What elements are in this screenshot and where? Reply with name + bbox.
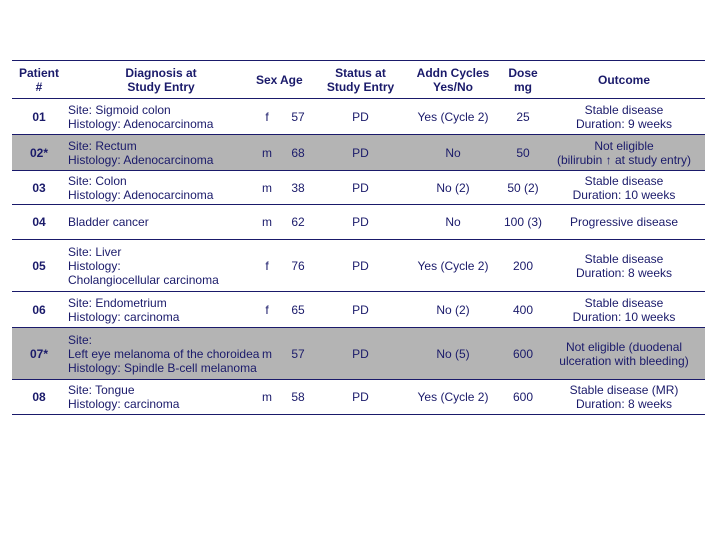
cell-addn-cycles: No (5)	[436, 346, 470, 361]
header-outcome: Outcome	[543, 61, 705, 99]
table-header-row	[12, 61, 705, 99]
cell-patient: 07*	[29, 346, 49, 361]
table-row	[12, 380, 705, 415]
cell-patient: 06	[32, 302, 46, 317]
cell-diagnosis: Site: Left eye melanoma of the choroidea Histology: Spindle B-cell melanoma	[68, 332, 260, 375]
cell-addn-cycles: No (2)	[436, 302, 470, 317]
cell-outcome: Stable disease Duration: 10 weeks	[572, 173, 676, 202]
cell-patient: 05	[32, 258, 46, 273]
cell-sex: f	[265, 109, 269, 124]
table-row	[12, 99, 705, 135]
cell-status: PD	[352, 145, 369, 160]
cell-outcome: Not eligible (bilirubin ↑ at study entry)	[556, 138, 692, 167]
cell-diagnosis: Site: Liver Histology: Cholangiocellular carcinoma	[68, 244, 219, 287]
cell-sex: m	[262, 346, 272, 361]
cell-diagnosis: Site: Colon Histology: Adenocarcinoma	[68, 173, 214, 202]
cell-dose: 400	[512, 302, 534, 317]
header-age: Age	[278, 61, 318, 99]
cell-age: 57	[291, 109, 305, 124]
study-table-container	[12, 60, 705, 415]
cell-sex: f	[265, 302, 269, 317]
header-addn-cycles: Addn Cycles Yes/No	[403, 61, 503, 99]
cell-dose: 600	[512, 346, 534, 361]
cell-outcome: Stable disease Duration: 9 weeks	[575, 102, 673, 131]
cell-outcome: Progressive disease	[569, 215, 679, 229]
cell-age: 38	[291, 180, 305, 195]
cell-status: PD	[352, 346, 369, 361]
cell-dose: 600	[512, 390, 534, 404]
cell-status: PD	[352, 390, 369, 404]
header-diagnosis: Diagnosis at Study Entry	[66, 61, 256, 99]
cell-diagnosis: Site: Rectum Histology: Adenocarcinoma	[68, 138, 214, 167]
cell-status: PD	[352, 215, 369, 229]
cell-age: 76	[291, 258, 305, 273]
cell-addn-cycles: No	[445, 145, 461, 160]
header-patient: Patient #	[12, 61, 66, 99]
cell-age: 65	[291, 302, 305, 317]
table-row	[12, 171, 705, 205]
cell-patient: 08	[32, 390, 46, 404]
cell-status: PD	[352, 258, 369, 273]
cell-age: 58	[291, 390, 305, 404]
header-dose: Dose mg	[503, 61, 543, 99]
cell-outcome: Stable disease Duration: 8 weeks	[575, 251, 673, 280]
cell-dose: 50	[516, 145, 530, 160]
table-row	[12, 292, 705, 328]
cell-patient: 02*	[29, 145, 49, 160]
header-status: Status at Study Entry	[318, 61, 403, 99]
cell-status: PD	[352, 180, 369, 195]
cell-addn-cycles: Yes (Cycle 2)	[417, 109, 489, 124]
cell-sex: f	[265, 258, 269, 273]
cell-age: 68	[291, 145, 305, 160]
cell-outcome: Stable disease Duration: 10 weeks	[572, 295, 676, 324]
cell-sex: m	[262, 390, 272, 404]
patient-outcome-table	[12, 60, 705, 415]
cell-age: 57	[291, 346, 305, 361]
cell-addn-cycles: No	[445, 215, 461, 229]
table-row	[12, 205, 705, 240]
cell-sex: m	[262, 215, 272, 229]
cell-dose: 200	[512, 258, 534, 273]
cell-sex: m	[262, 145, 272, 160]
cell-patient: 04	[32, 215, 46, 229]
cell-dose: 25	[516, 109, 530, 124]
cell-diagnosis: Site: Sigmoid colon Histology: Adenocarcinoma	[68, 102, 214, 131]
cell-addn-cycles: Yes (Cycle 2)	[417, 390, 489, 404]
cell-diagnosis: Bladder cancer	[68, 215, 149, 229]
cell-sex: m	[262, 180, 272, 195]
cell-patient: 01	[32, 109, 46, 124]
table-row	[12, 240, 705, 292]
cell-diagnosis: Site: Endometrium Histology: carcinoma	[68, 295, 180, 324]
cell-diagnosis: Site: Tongue Histology: carcinoma	[68, 383, 180, 411]
table-row	[12, 135, 705, 171]
table-row	[12, 328, 705, 380]
cell-age: 62	[291, 215, 305, 229]
cell-outcome: Stable disease (MR) Duration: 8 weeks	[569, 383, 679, 411]
cell-patient: 03	[32, 180, 46, 195]
cell-dose: 50 (2)	[507, 180, 539, 195]
header-sex: Sex	[256, 61, 278, 99]
cell-dose: 100 (3)	[503, 215, 543, 229]
cell-addn-cycles: Yes (Cycle 2)	[417, 258, 489, 273]
cell-status: PD	[352, 109, 369, 124]
cell-addn-cycles: No (2)	[436, 180, 470, 195]
cell-status: PD	[352, 302, 369, 317]
cell-outcome: Not eligible (duodenal ulceration with bleeding)	[559, 339, 689, 368]
